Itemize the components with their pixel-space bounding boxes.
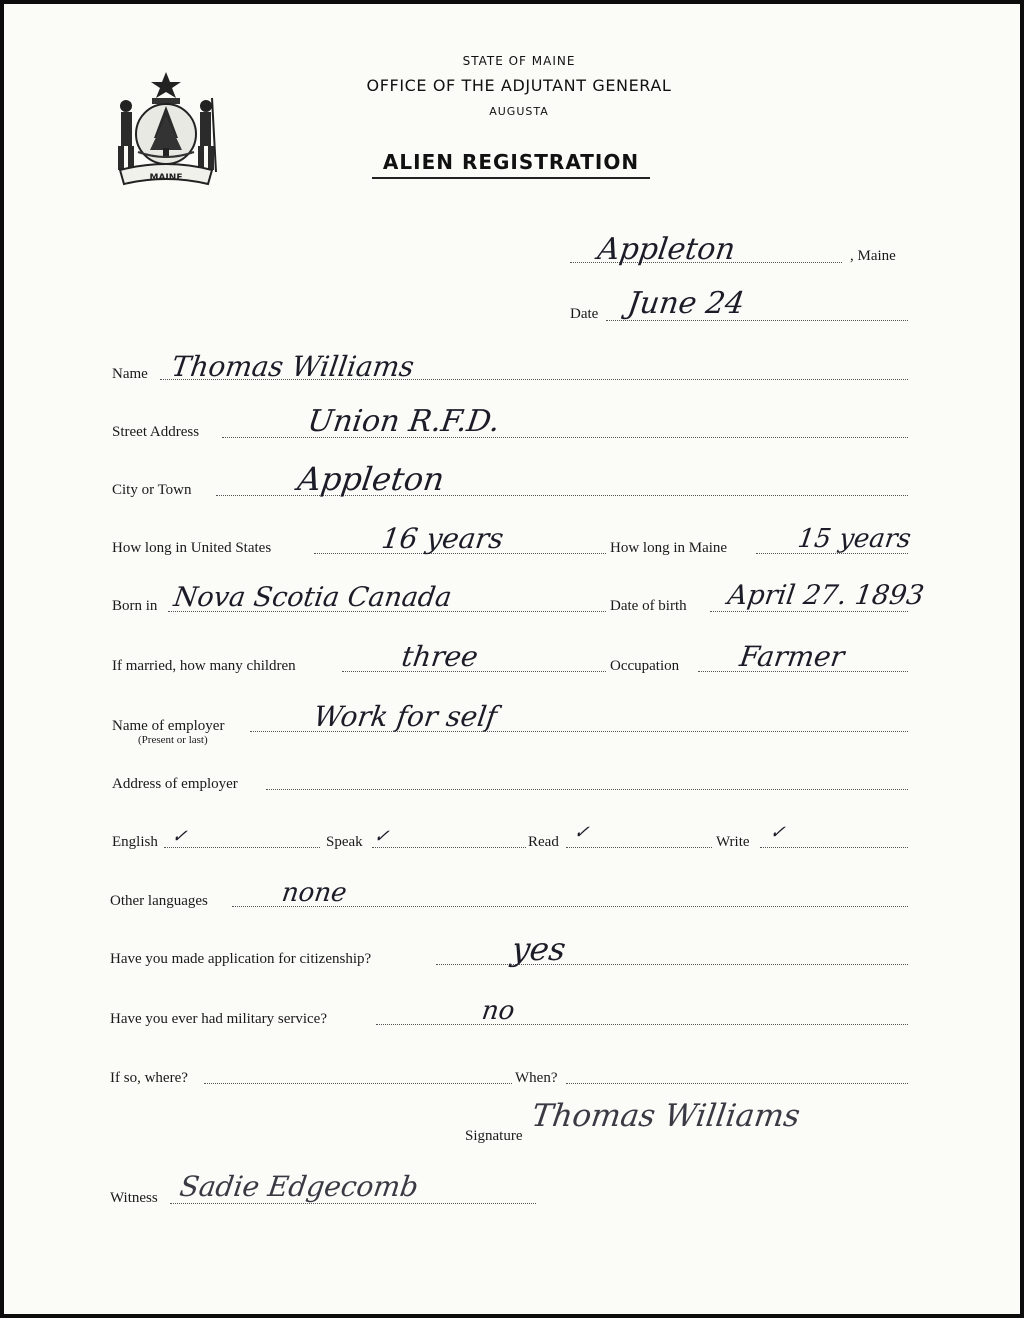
read-entry: ✓ (572, 822, 591, 843)
date-label: Date (570, 306, 599, 322)
military-entry: no (479, 996, 517, 1026)
where-label: If so, where? (110, 1070, 188, 1086)
street-entry: Union R.F.D. (305, 404, 502, 439)
speak-line (372, 847, 526, 848)
born-in-label: Born in (112, 598, 158, 614)
header-state: STATE OF MAINE (462, 54, 576, 68)
occupation-label: Occupation (610, 658, 680, 674)
employer-note: (Present or last) (138, 734, 208, 746)
employer-address-label: Address of employer (112, 776, 238, 792)
citizenship-entry: yes (509, 930, 569, 968)
witness-line (170, 1203, 536, 1204)
employer-entry: Work for self (311, 700, 500, 733)
write-label: Write (716, 834, 750, 850)
how-long-maine-entry: 15 years (795, 524, 913, 554)
english-line (164, 847, 320, 848)
date-of-birth-entry: April 27. 1893 (725, 580, 926, 611)
citizenship-label: Have you made application for citizenship? (110, 951, 372, 967)
street-label: Street Address (112, 424, 200, 440)
how-long-us-entry: 16 years (379, 522, 506, 555)
english-entry: ✓ (170, 826, 189, 847)
city-town-entry: Appleton (295, 460, 447, 498)
how-long-maine-label: How long in Maine (610, 540, 728, 556)
english-label: English (112, 834, 158, 850)
maine-seal-icon (112, 68, 220, 190)
military-label: Have you ever had military service? (110, 1011, 327, 1027)
other-languages-label: Other languages (110, 893, 208, 909)
signature-entry: Thomas Williams (529, 1098, 803, 1134)
children-label: If married, how many children (112, 658, 296, 674)
read-label: Read (528, 834, 559, 850)
header-office: OFFICE OF THE ADJUTANT GENERAL (366, 76, 672, 95)
maine-label: , Maine (850, 248, 896, 264)
when-line (566, 1083, 908, 1084)
date-entry: June 24 (625, 286, 747, 321)
form-title: ALIEN REGISTRATION (372, 150, 650, 179)
date-of-birth-line (710, 611, 908, 612)
read-line (566, 847, 712, 848)
svg-text:MAINE: MAINE (149, 173, 183, 183)
other-languages-entry: none (279, 878, 349, 908)
witness-entry: Sadie Edgecomb (177, 1170, 421, 1203)
header-city: AUGUSTA (489, 105, 549, 118)
when-label: When? (515, 1070, 558, 1086)
write-entry: ✓ (768, 822, 787, 843)
citizenship-line (436, 964, 908, 965)
signature-label: Signature (465, 1128, 523, 1144)
where-line (204, 1083, 512, 1084)
military-line (376, 1024, 908, 1025)
children-entry: three (399, 640, 481, 673)
how-long-us-label: How long in United States (112, 540, 272, 556)
write-line (760, 847, 908, 848)
city-town-label: City or Town (112, 482, 192, 498)
witness-label: Witness (110, 1190, 158, 1206)
name-label: Name (112, 366, 148, 382)
occupation-entry: Farmer (737, 640, 847, 673)
name-entry: Thomas Williams (169, 350, 417, 383)
born-in-entry: Nova Scotia Canada (171, 582, 454, 613)
speak-entry: ✓ (372, 826, 391, 847)
town-entry: Appleton (595, 232, 738, 267)
employer-label: Name of employer (112, 718, 225, 734)
employer-address-line (266, 789, 908, 790)
date-of-birth-label: Date of birth (610, 598, 687, 614)
speak-label: Speak (326, 834, 363, 850)
